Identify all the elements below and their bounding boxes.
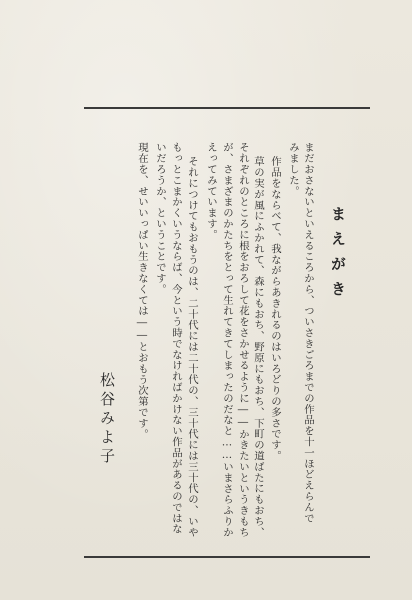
text-line: 作品をならべて、我ながらあきれるのはいろどりの多さです。 [269, 156, 281, 462]
text-line: が、さまざまのかたちをとって生れてきてしまったのだなと……いまさらふりか [221, 142, 233, 538]
text-line: いだろうか、ということです。 [154, 142, 166, 295]
text-line: まだおさないといえるころから、ついさきごろまでの作品を十一ほどえらんで [302, 142, 314, 524]
preface-heading: まえがき [329, 206, 347, 306]
text-line: それぞれのところに根をおろして花をさかせるように――かきたいというきもち [237, 142, 249, 538]
text-line: えってみています。 [205, 142, 217, 241]
bottom-rule [84, 556, 370, 558]
top-rule [84, 107, 370, 109]
author-name: 松谷みよ子 [98, 372, 116, 467]
text-line: みました。 [287, 142, 299, 197]
text-line: 現在を、せいいっぱい生きなくては――とおもう次第です。 [136, 142, 148, 440]
text-line: 草の実が風にふかれて、森にもおち、野原にもおち、下町の道ばたにもおち、 [252, 156, 264, 538]
text-line: もっとこまかくいうならば、今という時でなければかけない作品があるのではな [170, 142, 182, 535]
text-line: それにつけてもおもうのは、二十代には二十代の、三十代には三十代の、いや [186, 156, 198, 538]
